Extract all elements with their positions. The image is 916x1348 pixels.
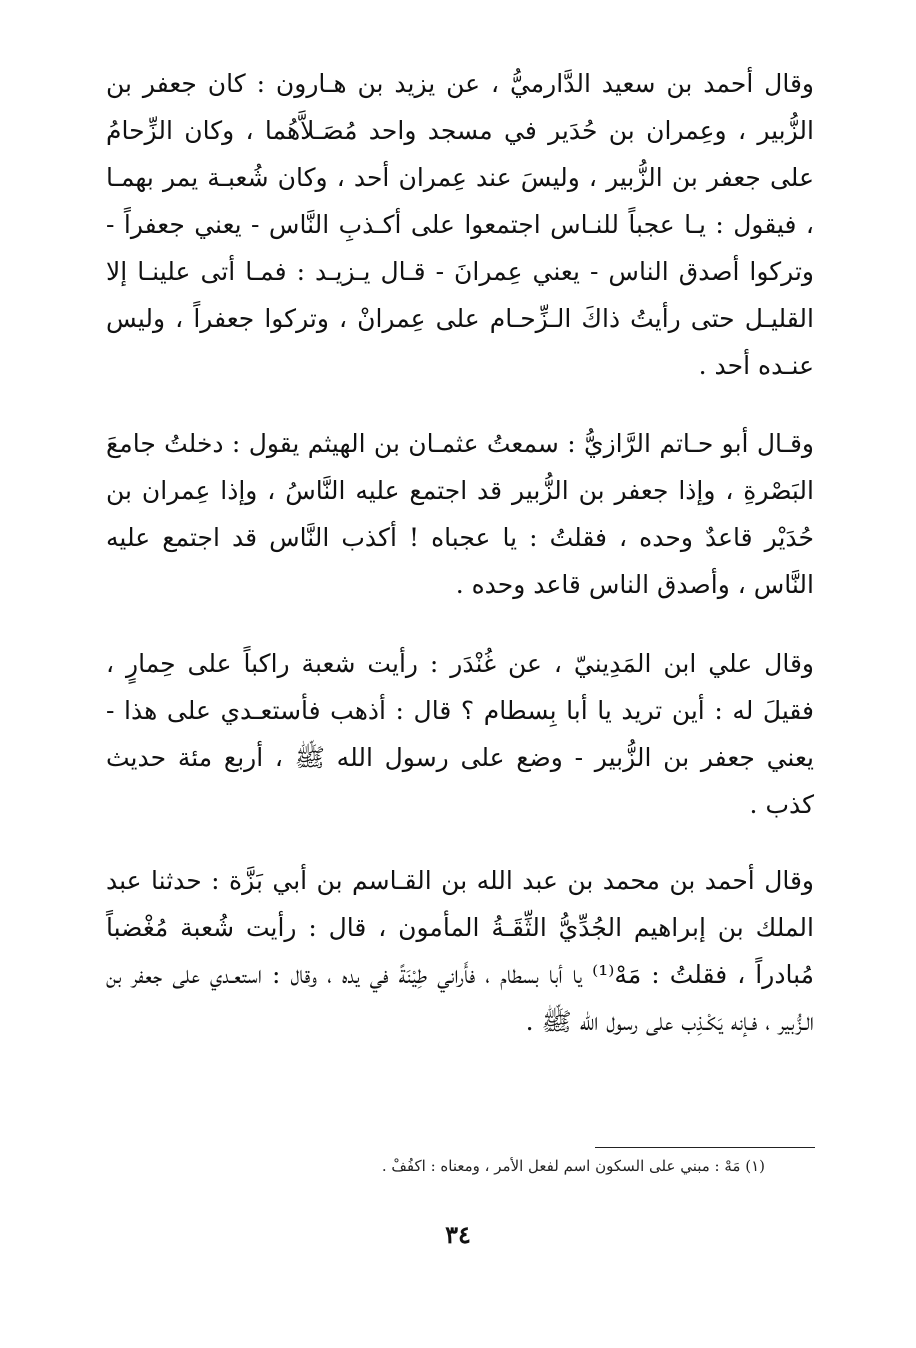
paragraph-darimi-narration (106, 60, 814, 389)
paragraph-text: وقـال أبو حـاتم الرَّازيُّ : سمعتُ عثمـان بن الهيثم يقول : دخلتُ جامعَ البَصْرةِ ، وإذا جعفر بن الزُّبير قد اجتمع عليه النَّاسُ ، وإذا عِمران بن حُدَيْر قاعدٌ وحده ، فقلتُ : يا عجباه ! أكذب النَّاس قد اجتمع عليه النَّاس ، وأصدق الناس قاعد وحده . (106, 429, 814, 599)
paragraph-text: وقال أحمد بن سعيد الدَّارميُّ ، عن يزيد بن هـارون : كان جعفر بن الزُّبير ، وعِمران بن حُدَير في مسجد واحد مُصَـلاَّهُما ، وكان الزِّحامُ على جعفر بن الزُّبير ، وليسَ عند عِمران أحد ، وكان شُعبـة يمر بهمـا ، فيقول : يـا عجباً للنـاس اجتمعوا على أكـذبِ النَّاس - يعني جعفراً - وتركوا أصدق الناس - يعني عِمرانَ - قـال يـزيـد : فمـا أتى علينـا إلا القليـل حتى رأيتُ ذاكَ الـزِّحـام على عِمرانْ ، وتركوا جعفراً ، وليس عنـده أحد . (106, 69, 814, 380)
paragraph-abu-hatim-narration (106, 420, 814, 608)
footnote: (١) مَهْ : مبني على السكون اسم لفعل الأمر ، ومعناه : اكفُفْ . (381, 1157, 765, 1175)
paragraph-ibn-madini-narration (106, 640, 814, 828)
paragraph-ibn-abi-bazza-narration (106, 857, 814, 1045)
paragraph-text: وقال علي ابن المَدِينيّ ، عن غُنْدَر : رأيت شعبة راكباً على حِمارٍ ، فقيلَ له : أين تريد يا أبا بِسطام ؟ قال : أذهب فأستعـدي على هذا - يعني جعفر بن الزُّبير - وضع على رسول الله ﷺ ، أربع مئة حديث كذب . (106, 649, 814, 819)
paragraph-text: وقال أحمد بن محمد بن عبد الله بن القـاسم بن أبي بَزَّة : حدثنا عبد الملك بن إبراهيم الجُدِّيُّ الثِّقَـةُ المأمون ، قال : رأيت شُعبة مُغْضباً مُبادراً ، فقلتُ : مَهْ⁽¹⁾ يا أبا بسطام ، فأَراني طِيْنَةً في يده ، وقال : استعـدي على جعفر بن الـزُّبير ، فـإنه يَكْـذِب على رسول الله ﷺ . (106, 866, 814, 1036)
footnote-divider (595, 1147, 815, 1148)
page-number: ٣٤ (445, 1220, 471, 1249)
